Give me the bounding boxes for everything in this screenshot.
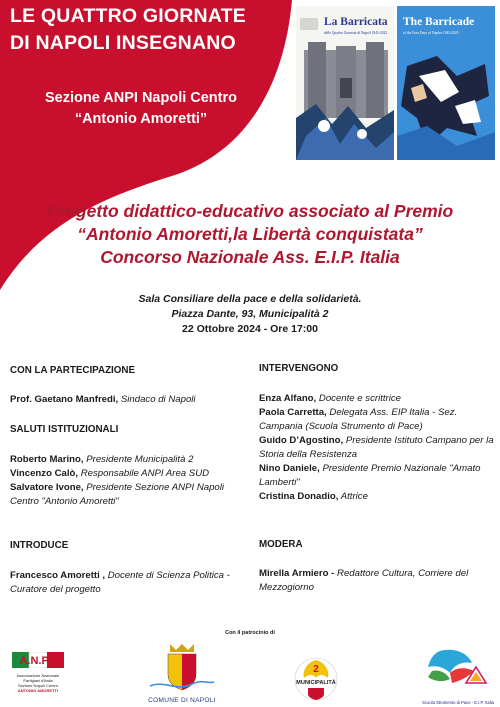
anpi-caption-line: ANTONIO AMORETTI <box>17 688 59 693</box>
book-2-subtitle: of the Four Days of Naples 1943-2023 <box>403 31 459 35</box>
intro-heading: INTRODUCE <box>10 540 69 551</box>
main-title-line-1: LE QUATTRO GIORNATE <box>10 5 246 27</box>
speaker-entry <box>259 490 500 504</box>
book-cover-the-barricade <box>397 6 495 160</box>
speakers-heading: INTERVENGONO <box>259 363 339 374</box>
book-2-title: The Barricade <box>403 16 475 28</box>
speaker-name: Enza Alfano, <box>259 393 317 404</box>
municipalita-2-logo <box>294 656 338 702</box>
municipalita-number: 2 <box>313 664 319 675</box>
speaker-role: Delegata Ass. EIP Italia - Sez. Campania (Scuola Strumento di Pace) <box>259 407 458 432</box>
anpi-caption-line: Sezione Napoli Centro <box>17 683 59 688</box>
main-title <box>10 3 260 57</box>
left-column <box>10 364 254 600</box>
speaker-role: Presidente Premio Nazionale "Amato Lamberti" <box>259 463 481 488</box>
eip-dove-icon <box>410 645 494 695</box>
anpi-flag-icon <box>10 652 66 668</box>
greeting-name: Roberto Marino, <box>10 454 84 465</box>
project-line-1: Progetto didattico-educativo associato al Premio <box>46 201 454 221</box>
speaker-name: Nino Daniele, <box>259 463 320 474</box>
comune-napoli-label: COMUNE DI NAPOLI <box>148 697 216 704</box>
participant-entry <box>10 393 254 407</box>
eip-peace-logo <box>410 645 494 705</box>
section-name-line-1: Sezione ANPI Napoli Centro <box>44 90 237 106</box>
participant-name: Prof. Gaetano Manfredi, <box>10 394 119 405</box>
book-1-title: La Barricata <box>324 16 388 28</box>
right-column <box>259 362 500 598</box>
anpi-caption-line: Associazione Nazionale <box>16 673 60 678</box>
speaker-role: Docente e scrittrice <box>316 393 401 404</box>
comune-napoli-crest-icon <box>148 642 216 692</box>
speaker-entry <box>259 462 500 490</box>
participation-heading: CON LA PARTECIPAZIONE <box>10 365 136 376</box>
venue-hall: Sala Consiliare della pace e della solidarietà. <box>138 293 362 305</box>
book-1-subtitle: delle Quattro Giornate di Napoli 1943-2023 <box>324 31 388 35</box>
moderator-entry <box>259 567 500 595</box>
barricade-illustration <box>397 6 495 160</box>
speaker-name: Cristina Donadio, <box>259 491 339 502</box>
speaker-entry <box>259 392 500 406</box>
project-line-2: “Antonio Amoretti,la Libertà conquistata” <box>77 224 423 244</box>
greeting-name: Salvatore Ivone, <box>10 482 84 493</box>
participant-role: Sindaco di Napoli <box>118 394 196 405</box>
moderator-role: Redattore Cultura, Corriere del Mezzogiorno <box>259 568 469 593</box>
venue-address: Piazza Dante, 93, Municipalità 2 <box>171 308 329 320</box>
anpi-caption <box>10 673 66 693</box>
greeting-name: Vincenzo Calò, <box>10 468 79 479</box>
anpi-caption-line: Partigiani d'Italia <box>23 678 53 683</box>
greetings-heading: SALUTI ISTITUZIONALI <box>10 424 119 435</box>
greeting-role: Responsabile ANPI Area SUD <box>78 468 210 479</box>
anpi-logo-text: A.N.P.I. <box>19 655 57 667</box>
moderator-heading: MODERA <box>259 539 303 550</box>
anpi-logo <box>10 652 66 700</box>
greeting-role: Presidente Municipalità 2 <box>83 454 194 465</box>
speaker-role: Attrice <box>338 491 368 502</box>
venue-info <box>0 292 500 337</box>
book-cover-la-barricata <box>296 6 394 160</box>
main-title-line-2: DI NAPOLI INSEGNANO <box>10 32 236 54</box>
castle-illustration <box>296 6 394 160</box>
section-name <box>10 88 272 130</box>
greeting-entry <box>10 453 254 467</box>
municipalita-badge-icon <box>294 656 338 702</box>
municipalita-label: MUNICIPALITÀ <box>296 680 336 686</box>
speaker-name: Guido D’Agostino, <box>259 435 344 446</box>
project-line-3: Concorso Nazionale Ass. E.I.P. Italia <box>100 247 400 267</box>
speaker-entry <box>259 406 500 434</box>
project-description <box>0 200 500 269</box>
greeting-entry <box>10 481 254 509</box>
event-date: 22 Ottobre 2024 - Ore 17:00 <box>182 323 318 335</box>
greeting-role: Presidente Sezione ANPI Napoli Centro "Antonio Amoretti" <box>10 482 225 507</box>
section-name-line-2: “Antonio Amoretti” <box>74 111 208 127</box>
intro-name: Francesco Amoretti , <box>10 570 106 581</box>
speaker-entry <box>259 434 500 462</box>
comune-napoli-logo <box>148 642 216 706</box>
speaker-role: Presidente Istituto Campano per la Storia della Resistenza <box>259 435 494 460</box>
intro-entry <box>10 569 254 597</box>
speaker-name: Paola Carretta, <box>259 407 327 418</box>
greeting-entry <box>10 467 254 481</box>
intro-role: Docente di Scienza Politica - Curatore del progetto <box>10 570 230 595</box>
patronage-label: Con il patrocinio di <box>225 630 275 636</box>
eip-label: Scuola Strumento di Pace - E.I.P. Italia <box>422 700 494 705</box>
moderator-name: Mirella Armiero - <box>259 568 335 579</box>
